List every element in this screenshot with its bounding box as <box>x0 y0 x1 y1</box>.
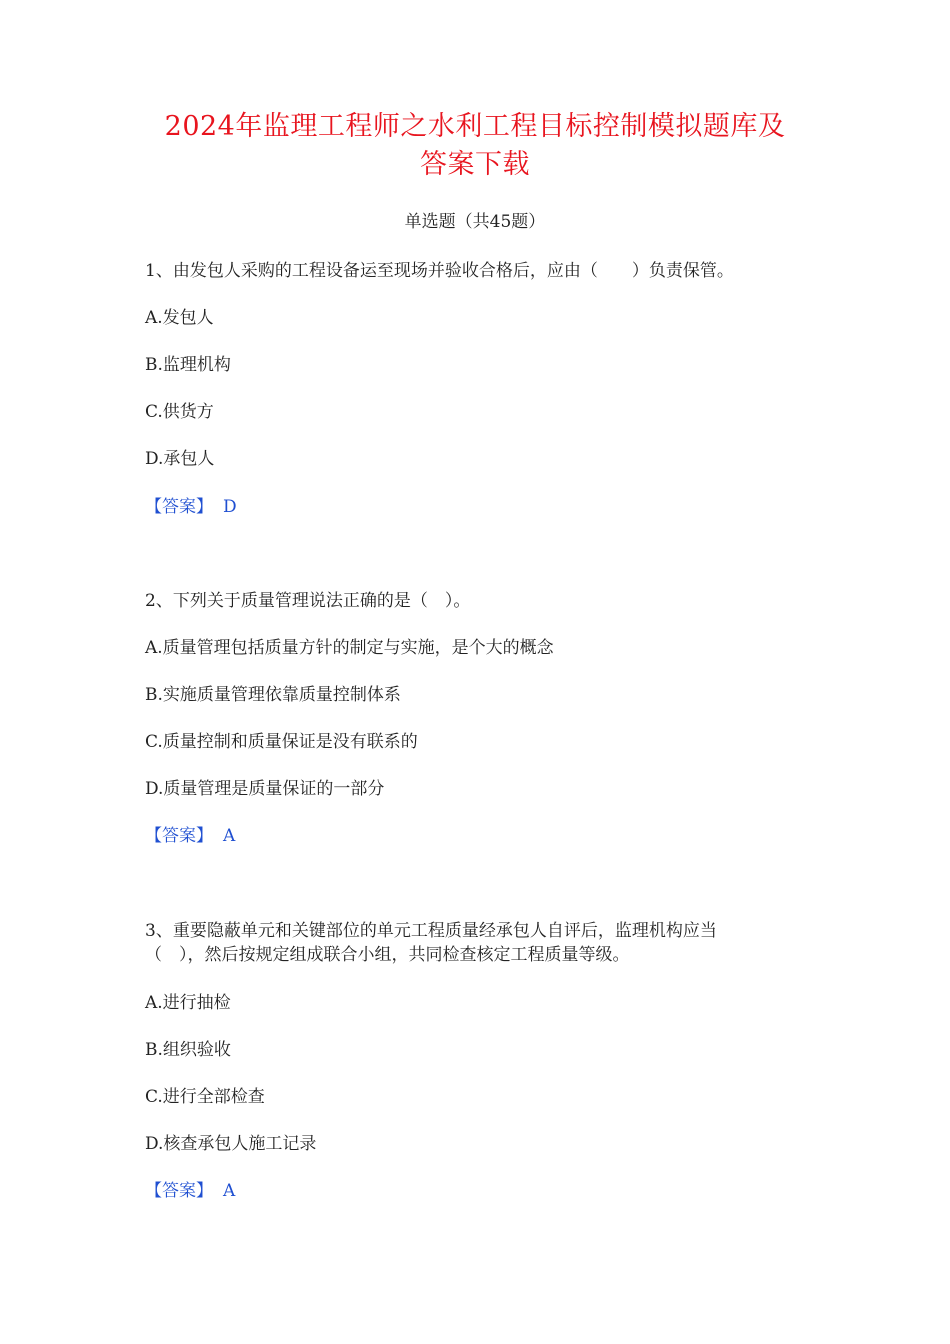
answer-value: A <box>223 826 236 846</box>
question-2-answer <box>145 823 805 849</box>
question-2-option-c: C.质量控制和质量保证是没有联系的 <box>145 732 418 752</box>
question-3-option-b: B.组织验收 <box>145 1040 231 1060</box>
question-1-answer <box>145 494 805 520</box>
question-2-text: 2、下列关于质量管理说法正确的是（ ）。 <box>145 591 471 611</box>
question-1-option-b: B.监理机构 <box>145 355 231 375</box>
question-3-answer <box>145 1178 805 1204</box>
question-3-text-line-1: 3、重要隐蔽单元和关键部位的单元工程质量经承包人自评后，监理机构应当 <box>145 921 717 941</box>
answer-value: D <box>223 497 237 517</box>
question-2-option-b: B.实施质量管理依靠质量控制体系 <box>145 685 401 705</box>
question-1-option-a: A.发包人 <box>145 308 214 328</box>
question-1-option-d: D.承包人 <box>145 449 215 469</box>
question-2-option-a: A.质量管理包括质量方针的制定与实施，是个大的概念 <box>145 638 554 658</box>
question-1-text: 1、由发包人采购的工程设备运至现场并验收合格后，应由（ ）负责保管。 <box>145 261 734 281</box>
question-3-text-line-2: （ ），然后按规定组成联合小组，共同检查核定工程质量等级。 <box>145 945 630 965</box>
answer-label: 【答案】 <box>145 1181 213 1201</box>
question-2-option-d: D.质量管理是质量保证的一部分 <box>145 779 385 799</box>
question-3-option-c: C.进行全部检查 <box>145 1087 265 1107</box>
answer-label: 【答案】 <box>145 826 213 846</box>
document-title <box>130 108 820 184</box>
title-line-2: 答案下载 <box>420 149 530 180</box>
question-3-option-a: A.进行抽检 <box>145 993 231 1013</box>
title-line-1: 2024年监理工程师之水利工程目标控制模拟题库及 <box>164 111 786 142</box>
section-heading: 单选题（共45题） <box>404 212 546 232</box>
answer-label: 【答案】 <box>145 497 213 517</box>
question-3-option-d: D.核查承包人施工记录 <box>145 1134 317 1154</box>
answer-value: A <box>223 1181 236 1201</box>
question-1-option-c: C.供货方 <box>145 402 214 422</box>
